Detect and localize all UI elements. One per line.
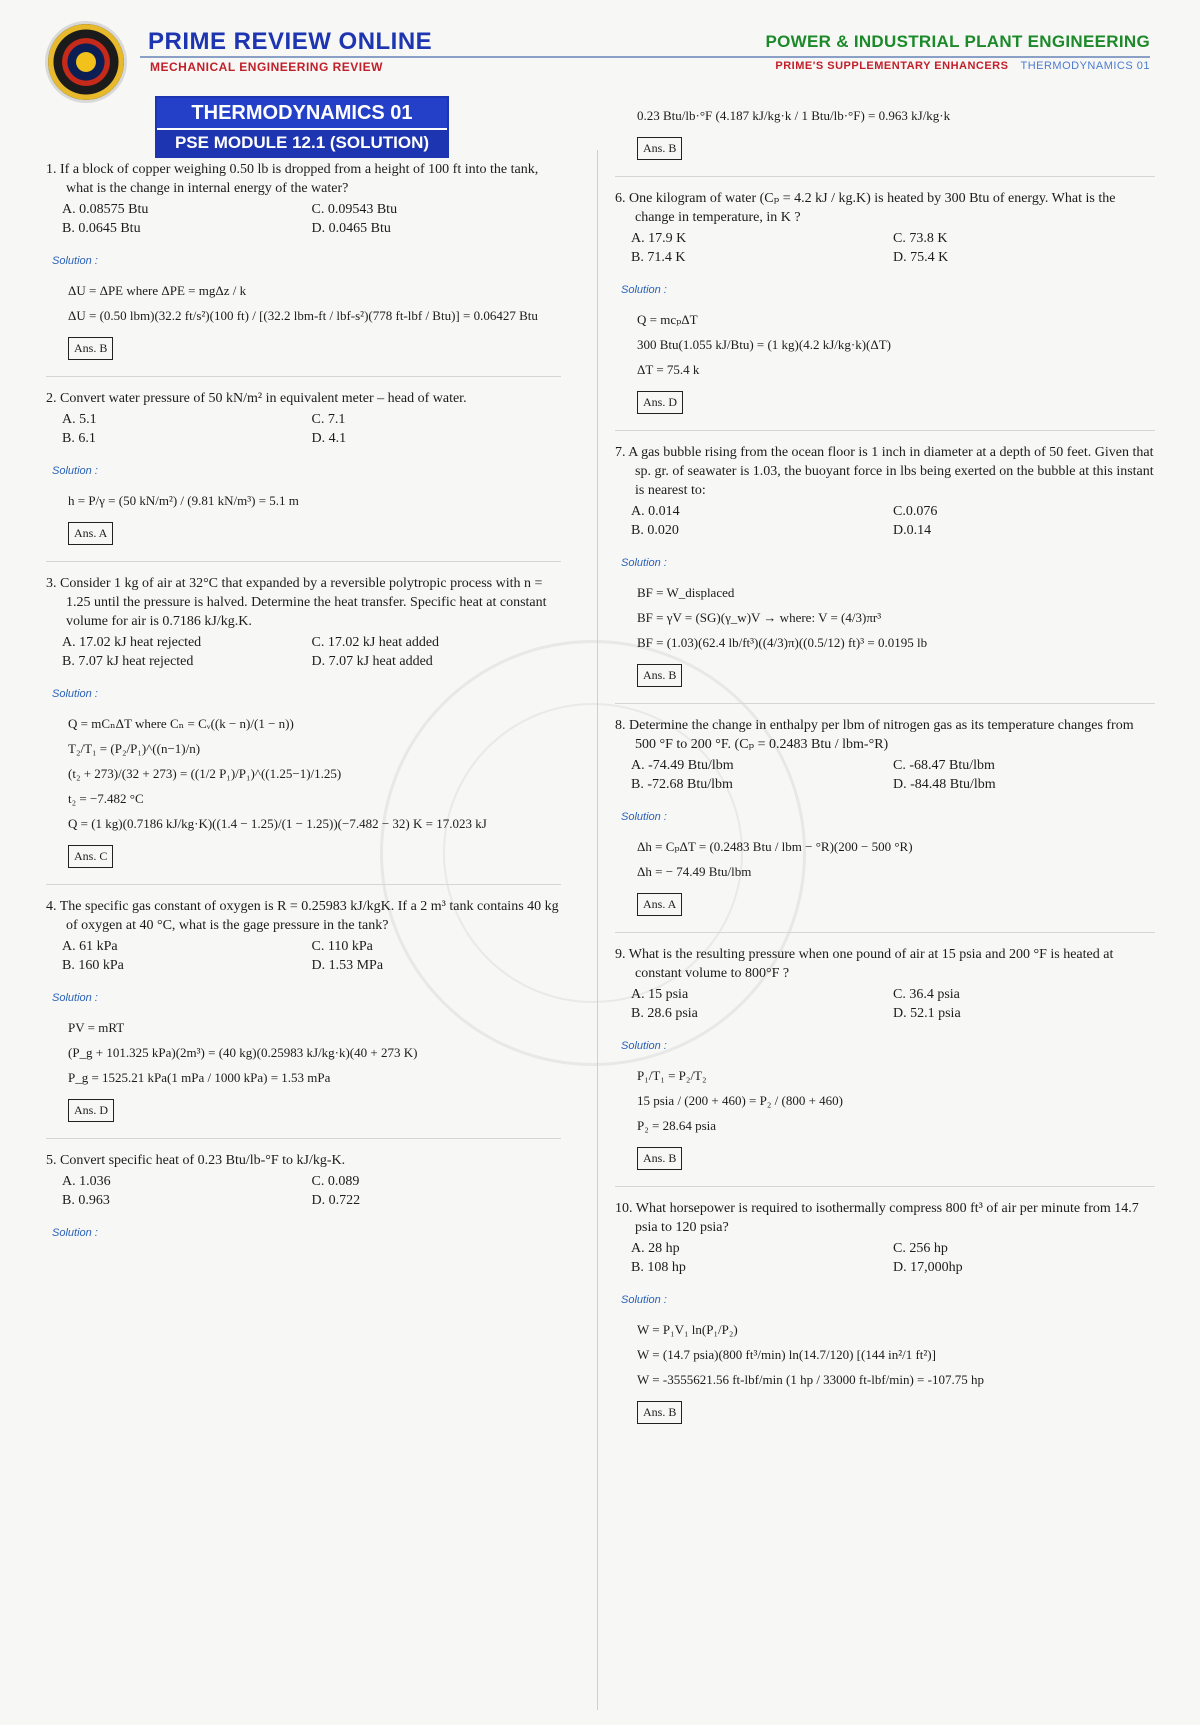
option: D. 7.07 kJ heat added	[311, 654, 433, 669]
option: D. 75.4 K	[893, 250, 949, 265]
solution-label: Solution :	[621, 1294, 667, 1306]
module-title: THERMODYNAMICS 01	[157, 98, 447, 128]
equation: t₂ = −7.482 °C	[68, 791, 144, 806]
solution-label: Solution :	[52, 465, 98, 477]
option: D. 52.1 psia	[893, 1006, 961, 1021]
right-column	[615, 100, 1155, 1430]
solution-label: Solution :	[52, 255, 98, 267]
equation: Q = mCₙΔT where Cₙ = Cᵥ((k − n)/(1 − n))	[68, 716, 294, 731]
option: D. -84.48 Btu/lbm	[893, 777, 996, 792]
equation: Δh = − 74.49 Btu/lbm	[637, 864, 752, 879]
equation: ΔU = ΔPE where ΔPE = mgΔz / k	[68, 283, 247, 298]
question-3	[46, 574, 561, 868]
option: A. 5.1	[62, 412, 97, 427]
option: A. 0.08575 Btu	[62, 202, 149, 217]
question-1	[46, 160, 561, 360]
options	[46, 937, 561, 975]
equation: BF = (1.03)(62.4 lb/ft³)((4/3)π)((0.5/12) ft)³ = 0.0195 lb	[637, 635, 928, 650]
option: B. 6.1	[62, 431, 96, 446]
equation: 300 Btu(1.055 kJ/Btu) = (1 kg)(4.2 kJ/kg·k)(ΔT)	[637, 337, 892, 352]
option: D. 4.1	[311, 431, 347, 446]
solution-label: Solution :	[621, 811, 667, 823]
question-8	[615, 716, 1155, 916]
question-2	[46, 389, 561, 545]
option: B. 160 kPa	[62, 958, 124, 973]
option: A. 17.9 K	[631, 231, 687, 246]
module-subtitle: PSE MODULE 12.1 (SOLUTION)	[157, 128, 447, 156]
answer-box: Ans. A	[637, 893, 682, 916]
equation: h = P/γ = (50 kN/m²) / (9.81 kN/m³) = 5.1 m	[68, 493, 299, 508]
option: B. 71.4 K	[631, 250, 686, 265]
options	[615, 985, 1155, 1023]
column-divider	[597, 150, 598, 1710]
options	[615, 1239, 1155, 1277]
question-text: 5. Convert specific heat of 0.23 Btu/lb-°F to kJ/kg-K.	[46, 1153, 346, 1168]
equation: 0.23 Btu/lb·°F (4.187 kJ/kg·k / 1 Btu/lb·°F) = 0.963 kJ/kg·k	[637, 108, 951, 123]
option: B. 7.07 kJ heat rejected	[62, 654, 194, 669]
solution-label: Solution :	[621, 557, 667, 569]
option: D. 1.53 MPa	[311, 958, 384, 973]
divider	[615, 932, 1155, 933]
option: C. 0.089	[311, 1174, 360, 1189]
equation: W = P₁V₁ ln(P₁/P₂)	[637, 1322, 738, 1337]
divider	[46, 884, 561, 885]
solution-label: Solution :	[621, 1040, 667, 1052]
equation: P_g = 1525.21 kPa(1 mPa / 1000 kPa) = 1.53 mPa	[68, 1070, 331, 1085]
header-divider	[140, 56, 1150, 58]
option: A. 61 kPa	[62, 939, 118, 954]
options	[46, 1172, 561, 1210]
option: A. 28 hp	[631, 1241, 680, 1256]
equation: Q = (1 kg)(0.7186 kJ/kg·K)((1.4 − 1.25)/(1 − 1.25))(−7.482 − 32) K = 17.023 kJ	[68, 816, 487, 831]
option: B. -72.68 Btu/lbm	[631, 777, 733, 792]
divider	[46, 1138, 561, 1139]
options	[46, 633, 561, 671]
divider	[615, 703, 1155, 704]
equation: ΔT = 75.4 k	[637, 362, 700, 377]
school-logo-icon	[48, 24, 124, 100]
answer-box: Ans. B	[68, 337, 113, 360]
option: C. 73.8 K	[893, 231, 948, 246]
divider	[615, 430, 1155, 431]
question-text: 4. The specific gas constant of oxygen is R = 0.25983 kJ/kgK. If a 2 m³ tank contains 40 kg of oxygen at 40 °C, what is the gage pressure in the tank?	[46, 899, 559, 933]
option: C. 0.09543 Btu	[311, 202, 398, 217]
question-text: 7. A gas bubble rising from the ocean floor is 1 inch in diameter at a depth of 50 feet. Given that sp. gr. of seawater is 1.03, the buoyant force in lbs being exerted on the bubble at this instant is nearest to:	[615, 445, 1154, 498]
question-9	[615, 945, 1155, 1170]
option: B. 0.963	[62, 1193, 110, 1208]
option: C. 36.4 psia	[893, 987, 960, 1002]
options	[46, 410, 561, 448]
divider	[615, 1186, 1155, 1187]
equation: P₁/T₁ = P₂/T₂	[637, 1068, 707, 1083]
answer-box: Ans. D	[637, 391, 683, 414]
question-text: 10. What horsepower is required to isothermally compress 800 ft³ of air per minute from 14.7 psia to 120 psia?	[615, 1201, 1139, 1235]
question-6	[615, 189, 1155, 414]
left-column	[46, 160, 561, 1253]
answer-box: Ans. B	[637, 1401, 682, 1424]
solution-label: Solution :	[52, 1227, 98, 1239]
option: C. 7.1	[311, 412, 346, 427]
answer-box: Ans. D	[68, 1099, 114, 1122]
equation: (t₂ + 273)/(32 + 273) = ((1/2 P₁)/P₁)^((1.25−1)/1.25)	[68, 766, 342, 781]
equation: 15 psia / (200 + 460) = P₂ / (800 + 460)	[637, 1093, 843, 1108]
answer-box: Ans. C	[68, 845, 113, 868]
option: A. 15 psia	[631, 987, 689, 1002]
answer-box: Ans. B	[637, 664, 682, 687]
equation: BF = γV = (SG)(γ_w)V → where: V = (4/3)πr³	[637, 610, 882, 625]
question-text: 9. What is the resulting pressure when one pound of air at 15 psia and 200 °F is heated at constant volume to 800°F ?	[615, 947, 1114, 981]
answer-box: Ans. A	[68, 522, 113, 545]
equation: W = -3555621.56 ft-lbf/min (1 hp / 33000 ft-lbf/min) = -107.75 hp	[637, 1372, 984, 1387]
brand-title: PRIME REVIEW ONLINE	[148, 28, 433, 55]
equation: PV = mRT	[68, 1020, 125, 1035]
subject-subtitle-text: PRIME'S SUPPLEMENTARY ENHANCERS	[775, 60, 1009, 72]
question-text: 6. One kilogram of water (Cₚ = 4.2 kJ / kg.K) is heated by 300 Btu of energy. What is the change in temperature, in K ?	[615, 191, 1116, 225]
option: B. 108 hp	[631, 1260, 686, 1275]
equation: BF = W_displaced	[637, 585, 735, 600]
solution-label: Solution :	[52, 688, 98, 700]
option: D. 17,000hp	[893, 1260, 963, 1275]
subject-topic: THERMODYNAMICS 01	[1020, 60, 1150, 72]
option: A. 1.036	[62, 1174, 111, 1189]
option: C. 110 kPa	[311, 939, 373, 954]
divider	[615, 176, 1155, 177]
option: B. 0.020	[631, 523, 679, 538]
question-text: 3. Consider 1 kg of air at 32°C that expanded by a reversible polytropic process with n = 1.25 until the pressure is halved. Determine the heat transfer. Specific heat at constant volume for air is 0.7186 kJ/kg.K.	[46, 576, 547, 629]
equation: P₂ = 28.64 psia	[637, 1118, 717, 1133]
options	[615, 229, 1155, 267]
subject-subtitle	[775, 60, 1150, 72]
question-7	[615, 443, 1155, 687]
question-text: 1. If a block of copper weighing 0.50 lb is dropped from a height of 100 ft into the tank, what is the change in internal energy of the water?	[46, 162, 539, 196]
equation: T₂/T₁ = (P₂/P₁)^((n−1)/n)	[68, 741, 201, 756]
equation: W = (14.7 psia)(800 ft³/min) ln(14.7/120) [(144 in²/1 ft²)]	[637, 1347, 936, 1362]
question-5	[46, 1151, 561, 1243]
divider	[46, 376, 561, 377]
subject-title: POWER & INDUSTRIAL PLANT ENGINEERING	[765, 32, 1150, 51]
option: B. 0.0645 Btu	[62, 221, 141, 236]
option: C. -68.47 Btu/lbm	[893, 758, 995, 773]
option: A. -74.49 Btu/lbm	[631, 758, 734, 773]
option: D. 0.722	[311, 1193, 361, 1208]
equation: Δh = CₚΔT = (0.2483 Btu / lbm − °R)(200 − 500 °R)	[637, 839, 913, 854]
question-5-continued	[615, 106, 1155, 160]
solution-label: Solution :	[52, 992, 98, 1004]
module-banner	[155, 96, 449, 158]
question-text: 2. Convert water pressure of 50 kN/m² in equivalent meter – head of water.	[46, 391, 467, 406]
option: D.0.14	[893, 523, 932, 538]
option: A. 0.014	[631, 504, 680, 519]
equation: Q = mcₚΔT	[637, 312, 698, 327]
option: D. 0.0465 Btu	[311, 221, 391, 236]
question-4	[46, 897, 561, 1122]
divider	[46, 561, 561, 562]
solution-label: Solution :	[621, 284, 667, 296]
question-10	[615, 1199, 1155, 1424]
answer-box: Ans. B	[637, 1147, 682, 1170]
options	[615, 502, 1155, 540]
option: C. 256 hp	[893, 1241, 948, 1256]
option: B. 28.6 psia	[631, 1006, 698, 1021]
answer-box: Ans. B	[637, 137, 682, 160]
option: A. 17.02 kJ heat rejected	[62, 635, 202, 650]
equation: ΔU = (0.50 lbm)(32.2 ft/s²)(100 ft) / [(32.2 lbm-ft / lbf-s²)(778 ft-lbf / Btu)] = 0.06427 Btu	[68, 308, 538, 323]
brand-subtitle: MECHANICAL ENGINEERING REVIEW	[150, 60, 383, 74]
option: C. 17.02 kJ heat added	[311, 635, 440, 650]
options	[615, 756, 1155, 794]
equation: (P_g + 101.325 kPa)(2m³) = (40 kg)(0.25983 kJ/kg·k)(40 + 273 K)	[68, 1045, 418, 1060]
options	[46, 200, 561, 238]
option: C.0.076	[893, 504, 938, 519]
question-text: 8. Determine the change in enthalpy per lbm of nitrogen gas as its temperature changes from 500 °F to 200 °F. (Cₚ = 0.2483 Btu / lbm-°R)	[615, 718, 1134, 752]
